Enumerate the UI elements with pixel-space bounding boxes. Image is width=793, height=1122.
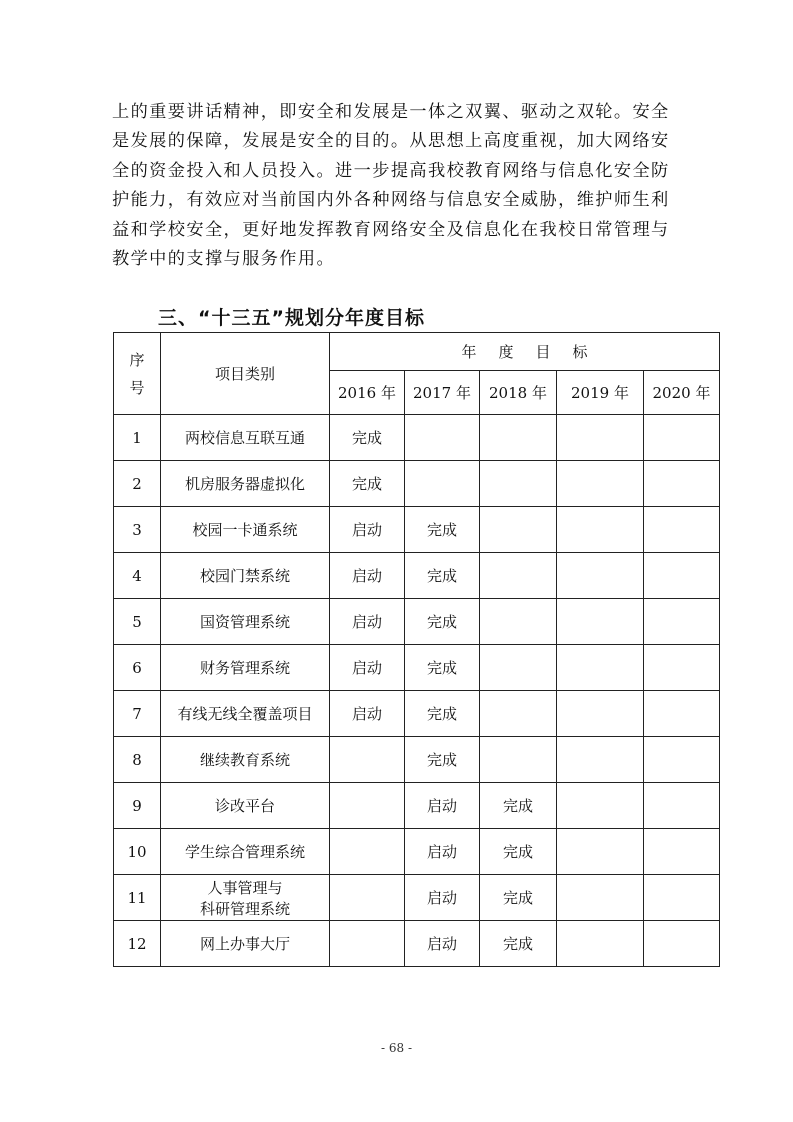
cell-2019 — [557, 875, 644, 921]
row-item: 国资管理系统 — [161, 599, 330, 645]
header-seq-line2: 号 — [129, 378, 145, 397]
cell-2018 — [480, 553, 557, 599]
row-no: 9 — [114, 783, 161, 829]
cell-2016: 启动 — [330, 645, 405, 691]
table-row — [114, 921, 720, 967]
cell-2017: 启动 — [405, 875, 480, 921]
row-item: 有线无线全覆盖项目 — [161, 691, 330, 737]
cell-2016: 启动 — [330, 691, 405, 737]
cell-2018 — [480, 645, 557, 691]
cell-2017: 完成 — [405, 645, 480, 691]
cell-2019 — [557, 461, 644, 507]
cell-2017: 完成 — [405, 691, 480, 737]
row-no: 11 — [114, 875, 161, 921]
row-item — [161, 875, 330, 921]
table-row — [114, 507, 720, 553]
cell-2017: 启动 — [405, 921, 480, 967]
header-seq — [114, 333, 161, 415]
row-no: 10 — [114, 829, 161, 875]
page-number: - 68 - — [380, 1041, 412, 1055]
row-item-line2: 科研管理系统 — [199, 899, 290, 918]
paragraph-line: 益和学校安全，更好地发挥教育网络安全及信息化在我校日常管理与 — [112, 219, 670, 240]
cell-2016 — [330, 829, 405, 875]
cell-2020 — [644, 507, 720, 553]
cell-2016 — [330, 737, 405, 783]
table-row — [114, 691, 720, 737]
cell-2019 — [557, 553, 644, 599]
cell-2016: 完成 — [330, 461, 405, 507]
row-no: 7 — [114, 691, 161, 737]
cell-2020 — [644, 691, 720, 737]
table-row — [114, 599, 720, 645]
cell-2016: 启动 — [330, 553, 405, 599]
cell-2016: 启动 — [330, 507, 405, 553]
cell-2019 — [557, 921, 644, 967]
row-no: 8 — [114, 737, 161, 783]
header-year-2017: 2017 年 — [405, 371, 480, 415]
row-no: 4 — [114, 553, 161, 599]
section-heading: 三、“十三五”规划分年度目标 — [158, 307, 425, 329]
cell-2020 — [644, 875, 720, 921]
cell-2019 — [557, 599, 644, 645]
cell-2020 — [644, 599, 720, 645]
table-row — [114, 553, 720, 599]
cell-2016 — [330, 921, 405, 967]
header-year-2019: 2019 年 — [557, 371, 644, 415]
cell-2018 — [480, 691, 557, 737]
cell-2017 — [405, 415, 480, 461]
cell-2020 — [644, 461, 720, 507]
cell-2018 — [480, 507, 557, 553]
cell-2018 — [480, 415, 557, 461]
table-row — [114, 645, 720, 691]
cell-2020 — [644, 553, 720, 599]
header-year-2016: 2016 年 — [330, 371, 405, 415]
table-row — [114, 415, 720, 461]
table-row — [114, 875, 720, 921]
cell-2020 — [644, 645, 720, 691]
cell-2018: 完成 — [480, 829, 557, 875]
table-row — [114, 783, 720, 829]
cell-2019 — [557, 691, 644, 737]
row-no: 1 — [114, 415, 161, 461]
row-item: 校园门禁系统 — [161, 553, 330, 599]
cell-2017: 完成 — [405, 507, 480, 553]
cell-2017: 完成 — [405, 737, 480, 783]
header-seq-line1: 序 — [129, 350, 145, 369]
cell-2017 — [405, 461, 480, 507]
cell-2020 — [644, 783, 720, 829]
cell-2018: 完成 — [480, 921, 557, 967]
cell-2019 — [557, 737, 644, 783]
row-item: 财务管理系统 — [161, 645, 330, 691]
body-paragraph — [112, 98, 684, 274]
cell-2016 — [330, 783, 405, 829]
cell-2018 — [480, 461, 557, 507]
cell-2019 — [557, 507, 644, 553]
table-row — [114, 829, 720, 875]
cell-2018: 完成 — [480, 783, 557, 829]
cell-2016: 启动 — [330, 599, 405, 645]
row-item: 诊改平台 — [161, 783, 330, 829]
row-item: 两校信息互联互通 — [161, 415, 330, 461]
annual-goals-table — [113, 332, 720, 967]
row-no: 12 — [114, 921, 161, 967]
cell-2020 — [644, 829, 720, 875]
cell-2017: 完成 — [405, 553, 480, 599]
row-item: 机房服务器虚拟化 — [161, 461, 330, 507]
cell-2019 — [557, 829, 644, 875]
row-item: 网上办事大厅 — [161, 921, 330, 967]
cell-2020 — [644, 415, 720, 461]
cell-2016 — [330, 875, 405, 921]
paragraph-line: 全的资金投入和人员投入。进一步提高我校教育网络与信息化安全防 — [112, 160, 670, 181]
header-year-2020: 2020 年 — [644, 371, 720, 415]
cell-2018 — [480, 737, 557, 783]
cell-2017: 启动 — [405, 783, 480, 829]
row-item: 继续教育系统 — [161, 737, 330, 783]
cell-2017: 完成 — [405, 599, 480, 645]
row-no: 6 — [114, 645, 161, 691]
row-no: 5 — [114, 599, 161, 645]
paragraph-line: 是发展的保障，发展是安全的目的。从思想上高度重视，加大网络安 — [112, 131, 670, 152]
cell-2018 — [480, 599, 557, 645]
header-year-2018: 2018 年 — [480, 371, 557, 415]
header-item: 项目类别 — [161, 333, 330, 415]
paragraph-line: 上的重要讲话精神，即安全和发展是一体之双翼、驱动之双轮。安全 — [112, 102, 670, 122]
cell-2020 — [644, 921, 720, 967]
paragraph-line: 教学中的支撑与服务作用。 — [112, 249, 336, 270]
row-item: 学生综合管理系统 — [161, 829, 330, 875]
row-item-line1: 人事管理与 — [207, 878, 283, 897]
cell-2019 — [557, 415, 644, 461]
paragraph-line: 护能力，有效应对当前国内外各种网络与信息安全威胁，维护师生利 — [112, 190, 670, 211]
cell-2016: 完成 — [330, 415, 405, 461]
cell-2018: 完成 — [480, 875, 557, 921]
table-row — [114, 737, 720, 783]
table-row — [114, 461, 720, 507]
row-item: 校园一卡通系统 — [161, 507, 330, 553]
row-no: 3 — [114, 507, 161, 553]
cell-2017: 启动 — [405, 829, 480, 875]
header-year-group: 年度目标 — [330, 333, 720, 371]
cell-2020 — [644, 737, 720, 783]
cell-2019 — [557, 645, 644, 691]
table-header-row — [114, 333, 720, 371]
row-no: 2 — [114, 461, 161, 507]
cell-2019 — [557, 783, 644, 829]
